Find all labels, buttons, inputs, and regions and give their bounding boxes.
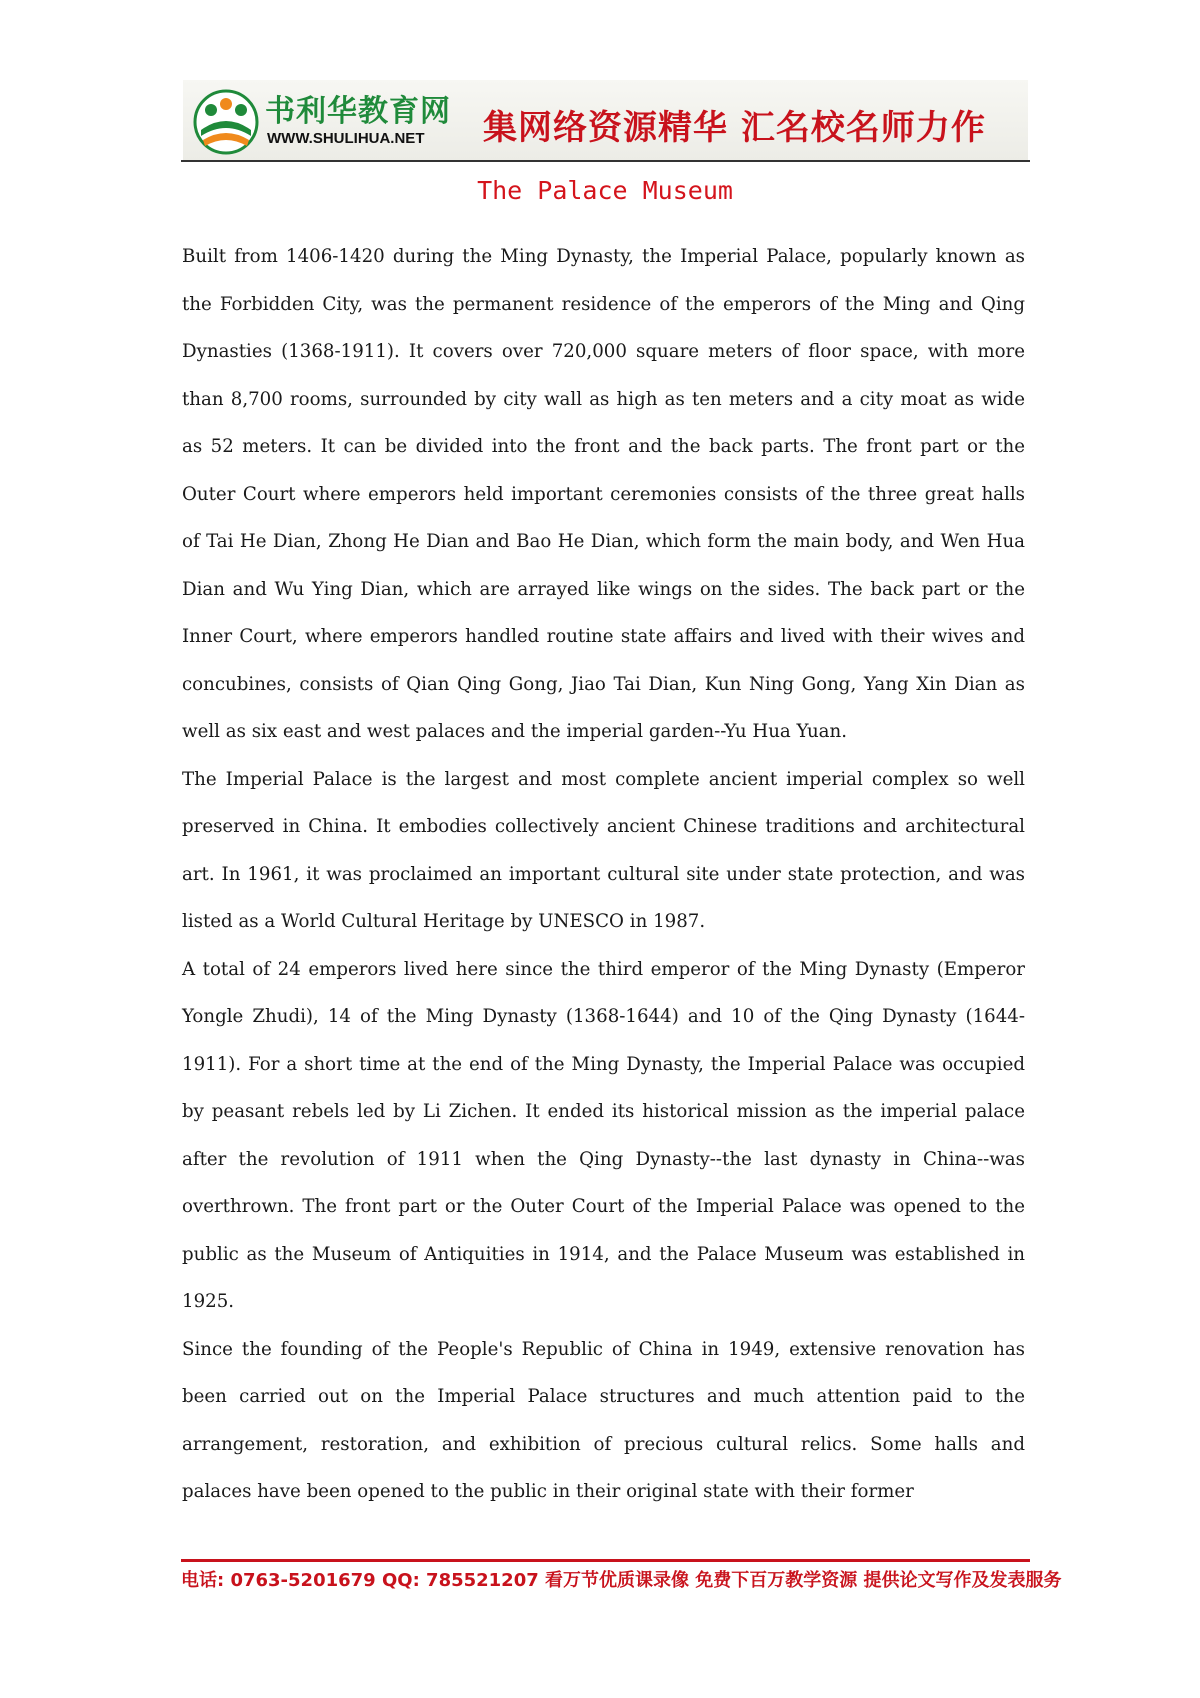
header-divider xyxy=(181,160,1030,162)
footer-divider xyxy=(181,1559,1030,1562)
header-banner xyxy=(183,80,1028,162)
header-slogan: 集网络资源精华 汇名校名师力作 xyxy=(483,108,986,148)
footer-contact: 电话: 0763-5201679 QQ: 785521207 看万节优质课录像 免费下百万教学资源 提供论文写作及发表服务 xyxy=(181,1570,1062,1591)
body-paragraph: Built from 1406-1420 during the Ming Dynasty, the Imperial Palace, popularly known as the Forbidden City, was the permanent residence of the emperors of the Ming and Qing Dynasties (1368-1911). It covers over 720,000 square meters of floor space, with more than 8,700 rooms, surrounded by city wall as high as ten meters and a city moat as wide as 52 meters. It can be divided into the front and the back parts. The front part or the Outer Court where emperors held important ceremonies consists of the three great halls of Tai He Dian, Zhong He Dian and Bao He Dian, which form the main body, and Wen Hua Dian and Wu Ying Dian, which are arrayed like wings on the sides. The back part or the Inner Court, where emperors handled routine state affairs and lived with their wives and concubines, consists of Qian Qing Gong, Jiao Tai Dian, Kun Ning Gong, Yang Xin Dian as well as six east and west palaces and the imperial garden--Yu Hua Yuan. xyxy=(182,246,1025,742)
body-paragraph: The Imperial Palace is the largest and most complete ancient imperial complex so well preserved in China. It embodies collectively ancient Chinese traditions and architectural art. In 1961, it was proclaimed an important cultural site under state protection, and was listed as a World Cultural Heritage by UNESCO in 1987. xyxy=(182,768,1025,932)
body-paragraph: A total of 24 emperors lived here since the third emperor of the Ming Dynasty (Emperor Yongle Zhudi), 14 of the Ming Dynasty (1368-1644) and 10 of the Qing Dynasty (1644-1911). For a short time at the end of the Ming Dynasty, the Imperial Palace was occupied by peasant rebels led by Li Zichen. It ended its historical mission as the imperial palace after the revolution of 1911 when the Qing Dynasty--the last dynasty in China--was overthrown. The front part or the Outer Court of the Imperial Palace was opened to the public as the Museum of Antiquities in 1914, and the Palace Museum was established in 1925. xyxy=(182,958,1025,1312)
site-url: WWW.SHULIHUA.NET xyxy=(267,130,425,147)
body-paragraph: Since the founding of the People's Republic of China in 1949, extensive renovation has been carried out on the Imperial Palace structures and much attention paid to the arrangement, restoration, and exhibition of precious cultural relics. Some halls and palaces have been opened to the public in their original state with their former xyxy=(182,1338,1025,1502)
shulihua-logo-icon xyxy=(191,86,261,156)
site-name: 书利华教育网 xyxy=(265,94,451,129)
document-title: The Palace Museum xyxy=(477,176,733,205)
document-body xyxy=(182,233,1025,1516)
